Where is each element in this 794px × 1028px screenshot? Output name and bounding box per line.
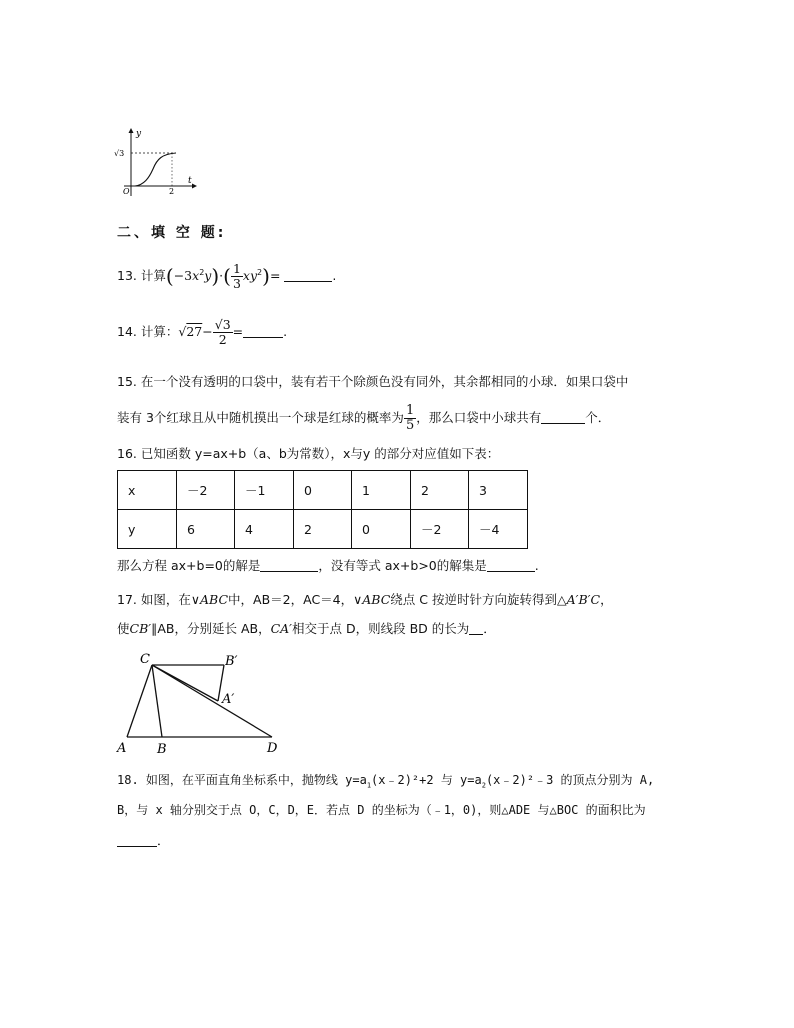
table-cell: 0	[294, 471, 352, 510]
q14-fraction: $\frac{√3}{2}$	[214, 317, 231, 347]
q14-text: 计算：	[140, 324, 179, 339]
q17-answer-blank[interactable]	[469, 622, 483, 635]
y-tick-label: √3	[114, 149, 125, 158]
t-tick-label: 2	[169, 187, 175, 196]
q13-text: 计算	[140, 268, 166, 283]
q13-fraction: $\frac{1}{3}$	[232, 261, 241, 291]
table-cell: 3	[469, 471, 528, 510]
q15-line1: 15. 在一个没有透明的口袋中，装有若干个除颜色没有同外，其余都相同的小球．如果口袋中	[117, 374, 629, 389]
xy-value-table	[117, 470, 528, 549]
t-label: t	[188, 176, 192, 186]
point-C-label: C	[140, 652, 150, 667]
q13-answer-blank[interactable]	[284, 269, 332, 282]
point-B-prime-label: B′	[225, 654, 238, 669]
q16-line2: 那么方程 ax+b=0的解是 ，没有等式 ax+b>0的解集是 .	[117, 558, 539, 573]
q13-number: 13.	[117, 268, 137, 283]
q17-line2: 使CB′∥AB，分别延长 AB，CA′相交于点 D，则线段 BD 的长为 ．	[117, 621, 496, 636]
table-cell: 2	[411, 471, 469, 510]
table-row-y	[118, 510, 528, 549]
q15-fraction: $\frac{1}{5}$	[405, 403, 415, 433]
point-A-prime-label: A′	[222, 692, 235, 707]
table-cell: 0	[352, 510, 411, 549]
q18-answer-blank[interactable]	[117, 834, 157, 847]
table-cell: 2	[294, 510, 352, 549]
geometry-figure-17	[112, 645, 292, 760]
table-cell: －1	[235, 471, 294, 510]
table-cell: －2	[411, 510, 469, 549]
q14-answer-blank[interactable]	[243, 325, 283, 338]
q16-line1: 16. 已知函数 y=ax+b（a、b为常数），x与y 的部分对应值如下表：	[117, 446, 500, 461]
s-curve-graph	[112, 126, 198, 198]
question-14: 14. 计算：√27− $\frac{√3}{2}$ = .	[117, 317, 288, 347]
figure-lines	[127, 665, 272, 737]
q18-line3: ．	[117, 832, 170, 850]
q15-answer-blank[interactable]	[541, 411, 585, 424]
table-cell: y	[118, 510, 177, 549]
t-axis-arrow	[192, 184, 197, 189]
table-cell: x	[118, 471, 177, 510]
q18-line1: 18. 如图，在平面直角坐标系中，抛物线 $y=a_1(x﹣2)^2+2$ 与 $y=a_2(x﹣2)^2﹣3$ 的顶点分别为 A,	[117, 773, 655, 790]
table-row-x	[118, 471, 528, 510]
origin-label: O	[123, 187, 130, 196]
s-curve	[135, 153, 176, 186]
q16-answer-blank-2[interactable]	[487, 559, 535, 572]
table-cell: 4	[235, 510, 294, 549]
point-B-label: B	[157, 742, 167, 757]
q14-number: 14.	[117, 324, 137, 339]
question-13: 13. 计算$(-3x^2y)\cdot$( $\frac{1}{3}$ $xy^2)=$ .	[117, 261, 337, 291]
section-heading: 二、填 空 题:	[117, 225, 227, 241]
q18-line2: B，与 x 轴分别交于点 O，C，D，E．若点 D 的坐标为（﹣1，0)，则△ADE 与△BOC 的面积比为	[117, 803, 646, 817]
table-cell: －4	[469, 510, 528, 549]
point-A-label: A	[117, 741, 127, 756]
point-D-label: D	[267, 741, 278, 756]
y-label: y	[136, 129, 142, 139]
q15-line2: 装有 3个红球且从中随机摸出一个球是红球的概率为 $\frac{1}{5}$ ，那么口袋中小球共有 个．	[117, 403, 611, 433]
table-cell: 6	[177, 510, 235, 549]
table-cell: －2	[177, 471, 235, 510]
q17-line1: 17. 如图，在∨ABC中，AB＝2，AC＝4，∨ABC绕点 C 按逆时针方向旋转得到△A′B′C，	[117, 592, 613, 607]
table-cell: 1	[352, 471, 411, 510]
y-axis-arrow	[129, 128, 134, 133]
q16-answer-blank-1[interactable]	[260, 559, 318, 572]
